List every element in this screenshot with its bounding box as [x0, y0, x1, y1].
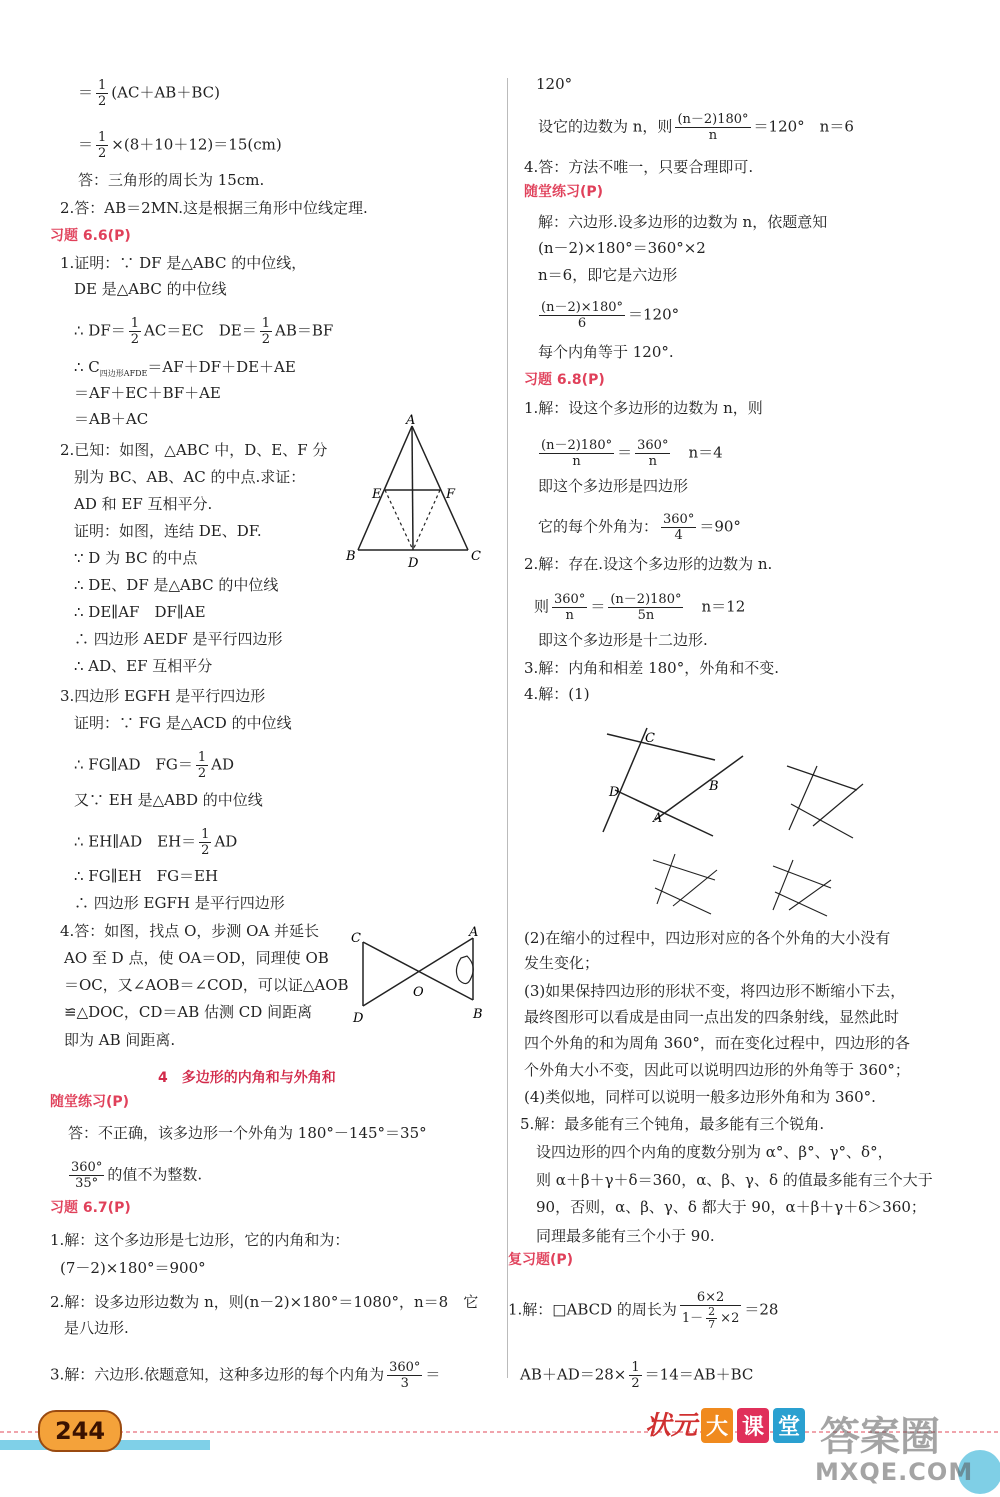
frac-num: (n－2)180° — [541, 438, 613, 453]
answer-line: 即这个多边形是十二边形. — [538, 631, 708, 649]
triangle-figure — [340, 410, 490, 580]
text: ) — [596, 184, 604, 200]
answer-line: 个外角大小不变，因此可以说明四边形的外角等于 360°； — [524, 1061, 910, 1079]
proof-line: ∴ FG∥EH FG＝EH — [74, 867, 219, 885]
page-number: 244 — [38, 1410, 122, 1452]
text: ＝90° — [699, 517, 741, 536]
proof-line: ＝AB＋AC — [74, 410, 149, 428]
text: n＝12 — [701, 597, 746, 616]
answer-line — [534, 592, 745, 623]
frac-den: 6 — [577, 316, 587, 331]
text: 则 — [534, 597, 550, 616]
text: ) — [598, 372, 605, 388]
answer-line — [538, 512, 741, 543]
frac-num: 1 — [631, 1360, 640, 1375]
segment-ed — [385, 490, 413, 550]
answer-line: (7－2)×180°＝900° — [60, 1259, 206, 1277]
answer-line: (2)在缩小的过程中，四边形对应的各个外角的大小没有 — [524, 929, 891, 947]
answer-line: 是八边形. — [64, 1319, 129, 1337]
proof-line: 即为 AB 间距离. — [64, 1031, 176, 1049]
median-ad — [412, 426, 413, 550]
answer-line: 1.解：设这个多边形的边数为 n，则 — [524, 399, 763, 417]
answer-line: 每个内角等于 120°. — [538, 343, 674, 361]
label-b: B — [346, 549, 356, 564]
answer-line: 同理最多能有三个小于 90. — [536, 1227, 715, 1245]
frac-den: n — [708, 128, 718, 143]
text: ＝ — [78, 135, 94, 154]
proof-line: ＝OC，又∠AOB＝∠COD，可以证△AOB — [64, 976, 349, 994]
answer-line — [508, 1290, 778, 1331]
text: 它的每个外角为： — [538, 517, 659, 536]
frac-num: 360° — [554, 592, 586, 607]
fraction — [706, 1306, 717, 1331]
fraction — [629, 1360, 641, 1391]
proof-line — [74, 357, 296, 384]
fraction — [539, 438, 614, 469]
proof-line: AO 至 D 点，使 OA＝OD，同理使 OB — [64, 949, 329, 967]
ray — [653, 860, 715, 880]
frac-den: n — [565, 608, 574, 623]
section-name: 多边形的内角和与外角和 — [181, 1070, 336, 1086]
exercise-heading — [50, 226, 131, 246]
brand-text: 堂 — [773, 1408, 805, 1443]
frac-den: 2 — [631, 1376, 640, 1391]
proof-line: ∴ 四边形 EGFH 是平行四边形 — [74, 894, 285, 912]
frac-den: 2 — [98, 94, 107, 109]
ray — [655, 756, 743, 820]
frac-num: 360° — [389, 1360, 421, 1375]
text: 习题 6.7(P — [50, 1200, 125, 1216]
answer-line: 5.解：最多能有三个钝角，最多能有三个锐角. — [520, 1115, 825, 1133]
eq-line — [78, 78, 220, 109]
text: ＝AF＋DF＋DE＋AE — [147, 358, 296, 376]
frac-den: 2 — [197, 766, 207, 781]
answer-line: 答：三角形的周长为 15cm. — [78, 171, 265, 189]
fraction — [69, 1160, 104, 1191]
label-b: B — [473, 1007, 483, 1022]
text: ∴ C — [74, 358, 100, 376]
proof-line: 又∵ EH 是△ABD 的中位线 — [74, 791, 263, 809]
answer-line: 解：六边形.设多边形的边数为 n，依题意知 — [538, 213, 828, 231]
proof-line: 3.四边形 EGFH 是平行四边形 — [60, 687, 266, 705]
frac-den: 2 — [130, 332, 140, 347]
frac-num: 360° — [637, 438, 669, 453]
text: 复习题(P — [508, 1252, 567, 1268]
edge-ab — [358, 426, 412, 550]
text: ＝120° — [628, 305, 680, 324]
frac-num: 360° — [663, 512, 695, 527]
proof-line — [74, 750, 234, 781]
proof-line: 别为 BC、AB、AC 的中点.求证： — [74, 468, 306, 486]
fraction — [608, 592, 683, 623]
proof-line: ∵ D 为 BC 的中点 — [74, 549, 198, 567]
proof-line: ∴ AD、EF 互相平分 — [74, 657, 213, 675]
exercise-heading — [524, 370, 605, 390]
ray — [787, 766, 857, 790]
label-c: C — [645, 731, 655, 746]
brand-logo — [645, 1405, 809, 1443]
practice-heading — [524, 182, 603, 202]
ray — [607, 734, 715, 760]
column-divider — [507, 78, 508, 1378]
ray — [673, 870, 717, 906]
answer-line: 设四边形的四个内角的度数分别为 α°、β°、γ°、δ°， — [536, 1143, 893, 1161]
text: ＝120° n＝6 — [753, 117, 854, 136]
text: n＝4 — [688, 443, 723, 462]
answer-line — [50, 1360, 440, 1391]
pond-shape — [456, 956, 473, 984]
text: ×(8＋10＋12)＝15(cm) — [111, 135, 282, 154]
fraction — [552, 592, 587, 623]
answer-line: 4.答：方法不唯一，只要合理即可. — [524, 158, 754, 176]
answer-line — [536, 300, 679, 331]
proof-line: ≌△DOC，CD＝AB 估测 CD 间距离 — [64, 1003, 313, 1021]
text: 的值不为整数. — [107, 1165, 203, 1184]
proof-line: 2.已知：如图，△ABC 中，D、E、F 分 — [60, 441, 328, 459]
frac-den: 4 — [674, 528, 683, 543]
brand-text: 状元 — [645, 1411, 698, 1441]
answer-line: 2.答：AB＝2MN.这是根据三角形中位线定理. — [60, 199, 368, 217]
label-a: A — [406, 413, 416, 428]
answer-line: 2.解：存在.设这个多边形的边数为 n. — [524, 555, 773, 573]
segment-fd — [413, 490, 440, 550]
frac-num: 1 — [261, 316, 271, 331]
answer-line: 四个外角的和为周角 360°，而在变化过程中，四边形的各 — [524, 1034, 910, 1052]
edge-ac — [412, 426, 468, 550]
text: ) — [124, 228, 131, 244]
text: ＝28 — [744, 1300, 779, 1319]
label-e: E — [372, 487, 382, 502]
frac-num: 1 — [98, 78, 107, 93]
frac-num: (n－2)180° — [677, 112, 749, 127]
proof-line: ＝AF＋EC＋BF＋AE — [74, 384, 221, 402]
answer-line: (3)如果保持四边形的形状不变，将四边形不断缩小下去， — [524, 982, 906, 1000]
fraction — [635, 438, 670, 469]
quadrilateral-figures — [595, 720, 895, 920]
text: AC＝EC DE＝ — [144, 321, 257, 340]
label-o: O — [413, 985, 424, 1000]
answer-line — [538, 112, 854, 143]
label-c: C — [351, 931, 361, 946]
brand-text: 大 — [701, 1408, 733, 1443]
section-number: 4 — [158, 1070, 168, 1086]
ray — [603, 728, 647, 832]
text: 习题 6.8(P — [524, 372, 599, 388]
proof-line: ∴ DE∥AF DF∥AE — [74, 603, 206, 621]
answer-line: 答：不正确，该多边形一个外角为 180°－145°＝35° — [68, 1124, 427, 1142]
proof-line: AD 和 EF 互相平分. — [74, 495, 213, 513]
answer-line: 90，否则，α、β、γ、δ 都大于 90，α＋β＋γ＋δ＞360； — [536, 1198, 926, 1216]
text: AD — [214, 832, 238, 851]
ray — [789, 766, 817, 830]
text: ∴ DF＝ — [74, 321, 126, 340]
proof-line: 证明：∵ FG 是△ACD 的中位线 — [74, 714, 292, 732]
frac-den: 35° — [75, 1176, 99, 1191]
proof-line: DE 是△ABC 的中位线 — [74, 280, 227, 298]
frac-num: (n－2)180° — [610, 592, 682, 607]
fraction — [199, 827, 211, 858]
text: ) — [566, 1252, 574, 1268]
text: 1.解：□ABCD 的周长为 — [508, 1300, 677, 1319]
label-a: A — [653, 811, 663, 826]
text: ＝14＝AB＋BC — [644, 1365, 754, 1384]
fraction — [539, 300, 625, 331]
watermark-url: MXQE.COM — [815, 1458, 974, 1486]
bowtie-figure — [345, 920, 495, 1030]
label-b: B — [709, 779, 719, 794]
text: ) — [122, 1094, 130, 1110]
label-d: D — [609, 785, 620, 800]
proof-line — [74, 316, 333, 347]
frac-den: 7 — [708, 1318, 716, 1331]
brand-text: 课 — [737, 1408, 769, 1443]
frac-num: 1 — [130, 316, 140, 331]
fraction — [129, 316, 141, 347]
text: ×2 — [720, 1311, 740, 1326]
text: 1－ — [681, 1311, 704, 1326]
answer-line: 即这个多边形是四边形 — [538, 477, 689, 495]
answer-line: (n－2)×180°＝360°×2 — [538, 239, 706, 257]
text: AB＝BF — [275, 321, 334, 340]
frac-den: 2 — [201, 843, 210, 858]
label-c: C — [471, 549, 481, 564]
exercise-heading — [50, 1198, 131, 1218]
answer-line: 最终图形可以看成是由同一点出发的四条射线，显然此时 — [524, 1008, 900, 1026]
frac-den: 2 — [261, 332, 271, 347]
ray — [791, 804, 853, 838]
frac-num: (n－2)×180° — [541, 300, 623, 315]
label-d: D — [353, 1011, 364, 1026]
frac-num: 1 — [201, 827, 210, 842]
subscript: 四边形AFDE — [99, 369, 148, 378]
answer-line: n＝6，即它是六边形 — [538, 266, 678, 284]
practice-heading — [50, 1092, 129, 1112]
answer-line: 120° — [536, 75, 573, 93]
ray — [789, 880, 831, 910]
text: AD — [211, 755, 235, 774]
fraction — [675, 112, 750, 143]
answer-line: (4)类似地，同样可以说明一般多边形外角和为 360°. — [524, 1088, 876, 1106]
eq-line — [78, 130, 282, 161]
proof-line: ∴ DE、DF 是△ABC 的中位线 — [74, 576, 279, 594]
fraction — [260, 316, 272, 347]
text: ∴ FG∥AD FG＝ — [74, 755, 193, 774]
answer-line: 发生变化； — [524, 954, 600, 972]
fraction — [96, 78, 108, 109]
watermark: 答案圈 — [820, 1414, 940, 1460]
frac-num: 1 — [197, 750, 207, 765]
section-title — [158, 1068, 336, 1088]
frac-num: 2 — [708, 1305, 716, 1318]
fraction — [96, 130, 108, 161]
frac-den: 2 — [98, 146, 107, 161]
answer-line: 则 α＋β＋γ＋δ＝360，α、β、γ、δ 的值最多能有三个大于 — [536, 1171, 933, 1189]
frac-den — [680, 1306, 741, 1331]
review-heading — [508, 1250, 573, 1270]
ray — [813, 784, 863, 826]
answer-line: 3.解：内角和相差 180°，外角和不变. — [524, 659, 779, 677]
answer-line — [536, 438, 723, 469]
ray — [773, 866, 831, 888]
fraction — [387, 1360, 422, 1391]
proof-line: ∴ 四边形 AEDF 是平行四边形 — [74, 630, 283, 648]
text: 3.解：六边形.依题意知，这种多边形的每个内角为 — [50, 1365, 385, 1384]
proof-line — [74, 827, 237, 858]
answer-line: 1.解：这个多边形是七边形，它的内角和为： — [50, 1231, 350, 1249]
fraction — [661, 512, 696, 543]
proof-line: 4.答：如图，找点 O，步测 OA 并延长 — [60, 922, 320, 940]
proof-line: 1.证明：∵ DF 是△ABC 的中位线， — [60, 254, 307, 272]
text: ＝ — [425, 1365, 441, 1384]
text: (AC＋AB＋BC) — [111, 83, 220, 102]
proof-line: 证明：如图，连结 DE、DF. — [74, 522, 262, 540]
text: 随堂练习(P — [50, 1094, 123, 1110]
frac-den: n — [648, 454, 657, 469]
ray — [775, 892, 827, 916]
label-a: A — [469, 925, 479, 940]
text: 设它的边数为 n，则 — [538, 117, 673, 136]
answer-line — [520, 1360, 753, 1391]
frac-num: 360° — [71, 1160, 103, 1175]
frac-den: n — [572, 454, 581, 469]
frac-den: 5n — [637, 608, 655, 623]
answer-line: 4.解：(1) — [524, 685, 590, 703]
text: ＝ — [617, 443, 633, 462]
text: 习题 6.6(P — [50, 228, 125, 244]
text: AB＋AD＝28× — [520, 1365, 627, 1384]
answer-line — [66, 1160, 202, 1191]
fraction — [680, 1290, 741, 1331]
text: ∴ EH∥AD EH＝ — [74, 832, 197, 851]
label-d: D — [408, 556, 419, 571]
text: ＝ — [78, 83, 94, 102]
frac-num: 1 — [98, 130, 107, 145]
text: 随堂练习(P — [524, 184, 597, 200]
text: ＝ — [590, 597, 606, 616]
frac-den: 3 — [400, 1376, 409, 1391]
answer-line: 2.解：设多边形边数为 n，则(n－2)×180°＝1080°，n＝8 它 — [50, 1293, 479, 1311]
text: ) — [124, 1200, 131, 1216]
fraction — [196, 750, 208, 781]
label-f: F — [446, 487, 456, 502]
ray — [655, 888, 711, 914]
frac-num: 6×2 — [680, 1290, 741, 1306]
